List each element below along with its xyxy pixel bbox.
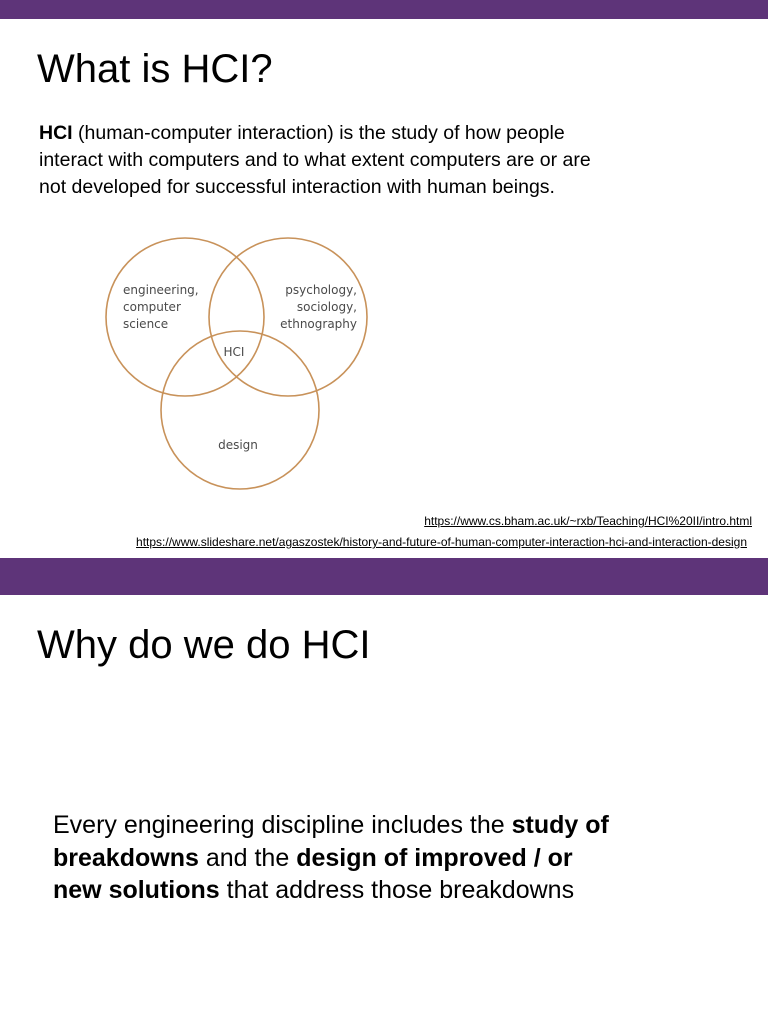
statement-bold-2b: design of improved / [296, 843, 548, 872]
definition-line-1 [39, 120, 591, 147]
venn-label-psychology-2: sociology, [296, 300, 357, 314]
top-accent-bar [0, 0, 768, 19]
hci-definition [39, 120, 591, 201]
statement-text-2a: and the [198, 843, 297, 872]
slide-title-what-is-hci: What is HCI? [37, 47, 273, 91]
venn-label-engineering-2: computer [123, 300, 181, 314]
reference-link-slideshare[interactable]: https://www.slideshare.net/agaszostek/history-and-future-of-human-computer-interaction-hci-and-interaction-design [136, 535, 747, 549]
venn-label-engineering-3: science [123, 317, 169, 331]
hci-venn-diagram [100, 230, 380, 496]
slide-title-why-hci: Why do we do HCI [37, 623, 371, 667]
definition-line-3: not developed for successful interaction with human beings. [39, 176, 555, 198]
statement-bold-2a: breakdowns [53, 843, 199, 872]
statement-text-3: that address those breakdowns [219, 876, 575, 904]
why-hci-statement [53, 809, 609, 907]
venn-label-engineering-1: engineering, [123, 283, 199, 297]
definition-line-2: interact with computers and to what extent computers are or are [39, 149, 591, 171]
statement-bold-2c: or [547, 843, 573, 872]
statement-line-1 [53, 809, 609, 842]
slide-divider-bar [0, 558, 768, 595]
statement-bold-1: study of [511, 811, 609, 839]
statement-line-2 [53, 842, 609, 875]
statement-line-3 [53, 874, 609, 907]
statement-text-1a: Every engineering discipline includes the [53, 811, 512, 839]
definition-term: HCI [39, 122, 73, 144]
venn-label-psychology-3: ethnography [280, 317, 357, 331]
venn-label-psychology-1: psychology, [285, 283, 357, 297]
reference-link-bham[interactable]: https://www.cs.bham.ac.uk/~rxb/Teaching/HCI%20II/intro.html [424, 514, 752, 528]
statement-bold-3: new solutions [53, 876, 220, 904]
venn-label-hci: HCI [223, 345, 245, 359]
venn-label-design: design [218, 438, 258, 452]
definition-text-1: (human-computer interaction) is the study of how people [72, 122, 565, 144]
